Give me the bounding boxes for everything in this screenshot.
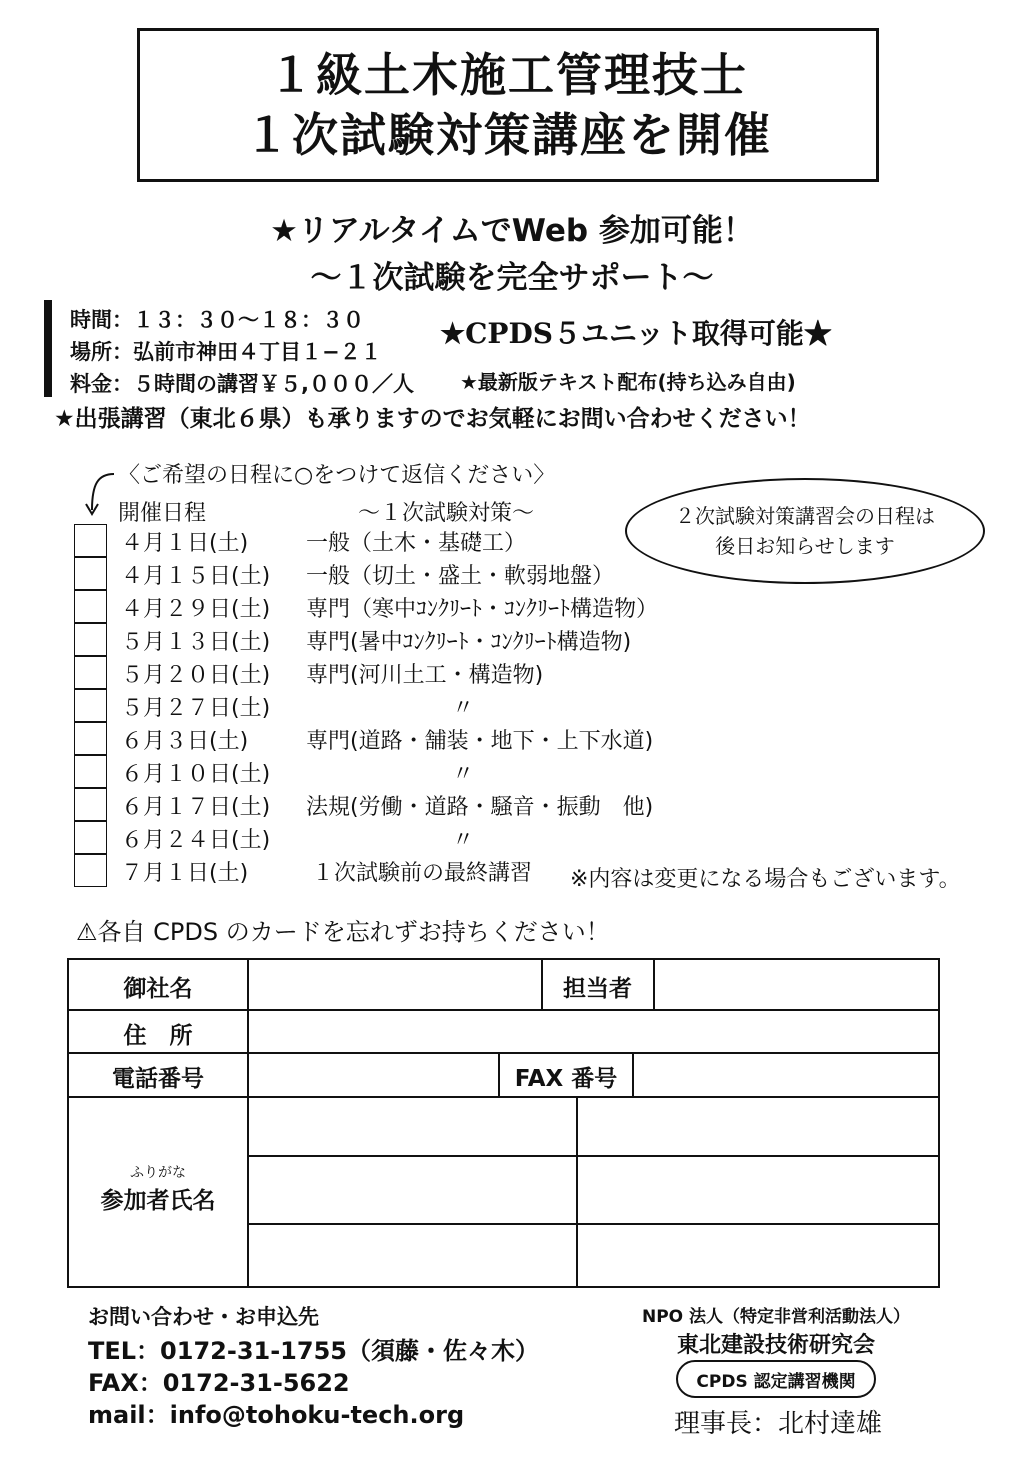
schedule-list [74,525,794,888]
participant-field[interactable] [249,1157,576,1223]
title-line-1: １級土木施工管理技士 [268,48,748,102]
schedule-date: ６月３日(土) [121,729,249,754]
schedule-topic: 一般（土木・基礎工） [306,531,527,556]
schedule-checkbox[interactable] [74,524,107,557]
schedule-topic: 〃 [452,696,475,721]
change-note: ※内容は変更になる場合もございます。 [570,867,961,892]
fax-label: FAX 番号 [514,1066,618,1092]
contact-fax: FAX：0172-31-5622 [88,1369,350,1397]
contact-tel: TEL：0172-31-1755（須藤・佐々木） [88,1337,539,1365]
schedule-row [74,723,794,756]
furigana-label: ふりがな [130,1165,186,1181]
schedule-row [74,558,794,591]
schedule-date: ５月２７日(土) [121,696,271,721]
info-bar [44,300,52,397]
org-type: NPO 法人（特定非営利活動法人） [641,1307,911,1327]
schedule-date: ５月１３日(土) [121,630,271,655]
schedule-checkbox[interactable] [74,590,107,623]
schedule-date: ６月２４日(土) [121,828,271,853]
schedule-checkbox[interactable] [74,854,107,887]
contact-heading: お問い合わせ・お申込先 [88,1305,319,1329]
fax-field[interactable] [634,1054,940,1096]
info-time: 時間：１３：３０〜１８：３０ [70,308,364,332]
cpds-units: ★CPDS５ユニット取得可能★ [440,317,832,350]
schedule-row [74,690,794,723]
schedule-date: ４月２９日(土) [121,597,271,622]
schedule-date: ７月１日(土) [121,861,249,886]
schedule-row [74,624,794,657]
schedule-topic: 専門(暑中ｺﾝｸﾘｰﾄ・ｺﾝｸﾘｰﾄ構造物) [306,630,632,655]
contact-mail[interactable]: mail：info@tohoku-tech.org [88,1401,465,1429]
schedule-date: ４月１５日(土) [121,564,271,589]
schedule-checkbox[interactable] [74,722,107,755]
cpds-certified-badge: CPDS 認定講習機関 [676,1360,876,1398]
chairman: 理事長：北村達雄 [673,1409,882,1439]
text-note: ★最新版テキスト配布(持ち込み自由) [460,370,796,394]
schedule-checkbox[interactable] [74,788,107,821]
company-label: 御社名 [123,976,193,1002]
schedule-topic: 専門（寒中ｺﾝｸﾘｰﾄ・ｺﾝｸﾘｰﾄ構造物） [306,597,659,622]
title-line-2: １次試験対策講座を開催 [244,108,772,162]
participant-field[interactable] [249,1225,576,1288]
schedule-topic: 一般（切土・盛土・軟弱地盤） [306,564,615,589]
schedule-row [74,591,794,624]
schedule-row [74,822,794,855]
schedule-date: ４月１日(土) [121,531,249,556]
phone-label: 電話番号 [112,1066,204,1092]
business-trip-note: ★出張講習（東北６県）も承りますのでお気軽にお問い合わせください！ [54,406,811,432]
cpds-card-note: ⚠各自 CPDS のカードを忘れずお持ちください！ [76,918,610,946]
schedule-topic: 専門(河川土工・構造物) [306,663,544,688]
subtitle-line-1: ★リアルタイムでWeb 参加可能！ [270,213,754,249]
participant-label: 参加者氏名 [100,1188,216,1214]
topic-header: 〜１次試験対策〜 [358,501,535,526]
schedule-date: ５月２０日(土) [121,663,271,688]
company-field[interactable] [249,960,541,1009]
address-field[interactable] [249,1011,940,1052]
schedule-checkbox[interactable] [74,557,107,590]
second-exam-notice-line-1: ２次試験対策講習会の日程は [675,504,935,528]
schedule-checkbox[interactable] [74,821,107,854]
participant-field[interactable] [578,1157,940,1223]
contact-person-field[interactable] [655,960,940,1009]
curved-arrow-icon [80,470,116,520]
date-header: 開催日程 [118,501,207,526]
schedule-date: ６月１０日(土) [121,762,271,787]
schedule-row [74,525,794,558]
phone-field[interactable] [249,1054,498,1096]
schedule-checkbox[interactable] [74,755,107,788]
info-fee: 料金：５時間の講習￥５,０００／人 [70,372,414,396]
schedule-topic: 専門(道路・舗装・地下・上下水道) [306,729,654,754]
schedule-checkbox[interactable] [74,656,107,689]
schedule-row [74,657,794,690]
schedule-topic: 〃 [452,762,475,787]
schedule-topic: １次試験前の最終講習 [312,861,533,886]
schedule-row [74,789,794,822]
participant-field[interactable] [578,1225,940,1288]
schedule-row [74,756,794,789]
schedule-checkbox[interactable] [74,623,107,656]
participant-field[interactable] [249,1098,576,1155]
org-name: 東北建設技術研究会 [676,1333,875,1358]
second-exam-notice-line-2: 後日お知らせします [715,534,895,558]
info-place: 場所：弘前市神田４丁目１−２１ [70,340,382,364]
application-form [67,958,940,1288]
address-label: 住 所 [123,1023,193,1049]
schedule-checkbox[interactable] [74,689,107,722]
schedule-topic: 〃 [452,828,475,853]
title-box [137,28,879,182]
schedule-hint: 〈ご希望の日程に○をつけて返信ください〉 [118,463,556,488]
schedule-date: ６月１７日(土) [121,795,271,820]
schedule-topic: 法規(労働・道路・騒音・振動 他) [306,795,654,820]
participant-field[interactable] [578,1098,940,1155]
contact-person-label: 担当者 [563,976,632,1002]
subtitle-line-2: 〜１次試験を完全サポート〜 [310,260,714,296]
